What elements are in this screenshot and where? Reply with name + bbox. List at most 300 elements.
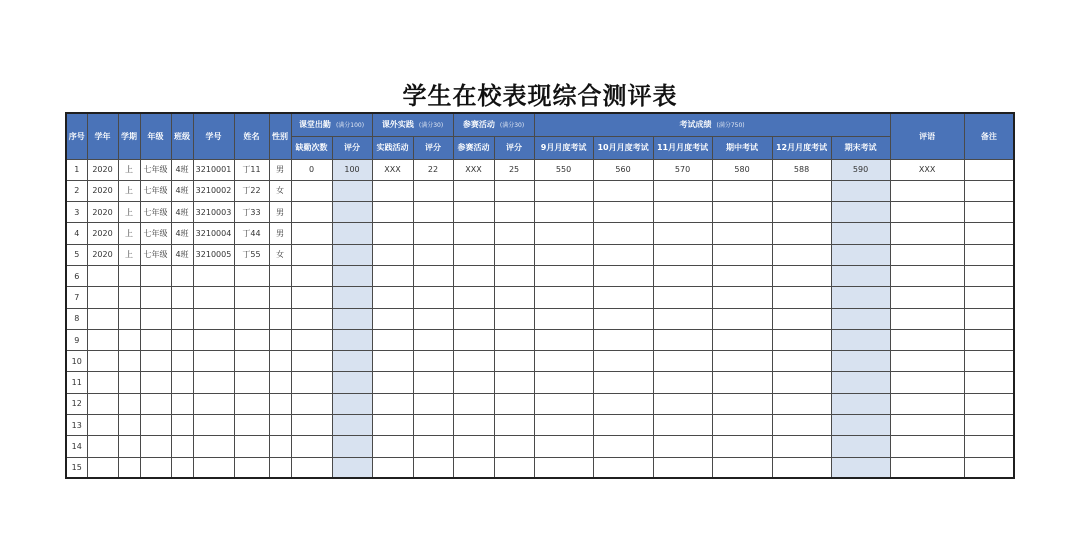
cell-remark[interactable]: [964, 372, 1014, 393]
cell-name[interactable]: [234, 308, 269, 329]
cell-class[interactable]: [171, 393, 193, 414]
cell-comp[interactable]: [453, 457, 494, 478]
cell-e2[interactable]: [593, 202, 653, 223]
cell-comp[interactable]: [453, 287, 494, 308]
cell-practice[interactable]: [372, 436, 413, 457]
cell-gender[interactable]: 女: [269, 180, 291, 201]
cell-att-score[interactable]: [332, 287, 372, 308]
cell-e4[interactable]: [712, 393, 772, 414]
cell-practice[interactable]: [372, 372, 413, 393]
cell-comment[interactable]: [890, 393, 964, 414]
cell-seq[interactable]: 11: [66, 372, 87, 393]
header-absent-count[interactable]: 缺勤次数: [291, 136, 332, 159]
cell-e1[interactable]: [534, 308, 593, 329]
cell-gender[interactable]: 男: [269, 202, 291, 223]
cell-e4[interactable]: [712, 244, 772, 265]
cell-year[interactable]: [87, 329, 118, 350]
cell-comp-score[interactable]: [494, 223, 534, 244]
cell-comment[interactable]: [890, 329, 964, 350]
cell-e2[interactable]: [593, 223, 653, 244]
cell-year[interactable]: [87, 372, 118, 393]
cell-e6[interactable]: [831, 457, 890, 478]
cell-e4[interactable]: [712, 180, 772, 201]
cell-year[interactable]: [87, 265, 118, 286]
cell-comp[interactable]: [453, 180, 494, 201]
cell-remark[interactable]: [964, 436, 1014, 457]
cell-year[interactable]: [87, 457, 118, 478]
cell-gender[interactable]: [269, 415, 291, 436]
cell-e5[interactable]: [772, 223, 831, 244]
cell-e5[interactable]: [772, 180, 831, 201]
cell-seq[interactable]: 14: [66, 436, 87, 457]
cell-practice-score[interactable]: [413, 393, 453, 414]
cell-e4[interactable]: [712, 351, 772, 372]
cell-absent[interactable]: [291, 393, 332, 414]
cell-seq[interactable]: 10: [66, 351, 87, 372]
cell-practice-score[interactable]: [413, 308, 453, 329]
cell-grade[interactable]: [140, 351, 171, 372]
cell-absent[interactable]: [291, 436, 332, 457]
cell-gender[interactable]: [269, 287, 291, 308]
cell-class[interactable]: [171, 308, 193, 329]
cell-comment[interactable]: [890, 436, 964, 457]
cell-gender[interactable]: [269, 351, 291, 372]
cell-year[interactable]: 2020: [87, 202, 118, 223]
cell-practice[interactable]: [372, 457, 413, 478]
cell-practice[interactable]: [372, 351, 413, 372]
cell-practice[interactable]: [372, 329, 413, 350]
cell-remark[interactable]: [964, 159, 1014, 180]
cell-comp-score[interactable]: [494, 244, 534, 265]
cell-absent[interactable]: [291, 351, 332, 372]
cell-absent[interactable]: [291, 329, 332, 350]
cell-term[interactable]: [118, 372, 140, 393]
header-exam-oct[interactable]: 10月月度考试: [593, 136, 653, 159]
cell-e6[interactable]: [831, 308, 890, 329]
cell-e1[interactable]: [534, 180, 593, 201]
cell-name[interactable]: 丁11: [234, 159, 269, 180]
cell-att-score[interactable]: [332, 180, 372, 201]
cell-e2[interactable]: [593, 351, 653, 372]
cell-grade[interactable]: [140, 287, 171, 308]
header-attendance-group[interactable]: [291, 113, 372, 136]
cell-absent[interactable]: [291, 244, 332, 265]
cell-grade[interactable]: [140, 415, 171, 436]
cell-e3[interactable]: [653, 457, 712, 478]
cell-practice[interactable]: [372, 287, 413, 308]
cell-e4[interactable]: [712, 436, 772, 457]
header-seq[interactable]: 序号: [66, 113, 87, 159]
cell-comp[interactable]: [453, 351, 494, 372]
cell-e3[interactable]: [653, 202, 712, 223]
cell-year[interactable]: 2020: [87, 159, 118, 180]
cell-comp-score[interactable]: [494, 415, 534, 436]
cell-absent[interactable]: [291, 308, 332, 329]
cell-e4[interactable]: 580: [712, 159, 772, 180]
cell-e4[interactable]: [712, 329, 772, 350]
cell-class[interactable]: 4班: [171, 180, 193, 201]
cell-e1[interactable]: [534, 415, 593, 436]
cell-comment[interactable]: [890, 265, 964, 286]
cell-e4[interactable]: [712, 265, 772, 286]
cell-e2[interactable]: 560: [593, 159, 653, 180]
header-exam-group[interactable]: [534, 113, 890, 136]
cell-remark[interactable]: [964, 265, 1014, 286]
cell-id[interactable]: [193, 351, 234, 372]
cell-att-score[interactable]: [332, 265, 372, 286]
cell-e6[interactable]: [831, 329, 890, 350]
cell-id[interactable]: 3210004: [193, 223, 234, 244]
cell-e1[interactable]: [534, 244, 593, 265]
cell-e4[interactable]: [712, 287, 772, 308]
cell-att-score[interactable]: [332, 223, 372, 244]
cell-practice[interactable]: [372, 265, 413, 286]
cell-remark[interactable]: [964, 223, 1014, 244]
cell-id[interactable]: [193, 457, 234, 478]
header-exam-sep[interactable]: 9月月度考试: [534, 136, 593, 159]
cell-year[interactable]: [87, 308, 118, 329]
cell-remark[interactable]: [964, 457, 1014, 478]
cell-e6[interactable]: [831, 415, 890, 436]
cell-e5[interactable]: [772, 265, 831, 286]
cell-class[interactable]: 4班: [171, 223, 193, 244]
cell-name[interactable]: 丁22: [234, 180, 269, 201]
header-practice-activity[interactable]: 实践活动: [372, 136, 413, 159]
cell-gender[interactable]: [269, 308, 291, 329]
cell-comp[interactable]: [453, 265, 494, 286]
cell-comp[interactable]: [453, 329, 494, 350]
cell-name[interactable]: [234, 265, 269, 286]
cell-absent[interactable]: [291, 223, 332, 244]
cell-e6[interactable]: [831, 244, 890, 265]
cell-term[interactable]: [118, 308, 140, 329]
cell-id[interactable]: [193, 308, 234, 329]
cell-e3[interactable]: [653, 415, 712, 436]
cell-e1[interactable]: [534, 393, 593, 414]
cell-e2[interactable]: [593, 415, 653, 436]
cell-e2[interactable]: [593, 308, 653, 329]
cell-absent[interactable]: [291, 415, 332, 436]
cell-year[interactable]: [87, 393, 118, 414]
cell-remark[interactable]: [964, 244, 1014, 265]
cell-e6[interactable]: [831, 265, 890, 286]
cell-gender[interactable]: [269, 436, 291, 457]
cell-class[interactable]: 4班: [171, 244, 193, 265]
cell-practice-score[interactable]: [413, 457, 453, 478]
cell-grade[interactable]: [140, 329, 171, 350]
header-remark[interactable]: 备注: [964, 113, 1014, 159]
cell-name[interactable]: [234, 287, 269, 308]
cell-grade[interactable]: [140, 457, 171, 478]
cell-year[interactable]: 2020: [87, 244, 118, 265]
cell-comp[interactable]: [453, 202, 494, 223]
cell-comp-score[interactable]: [494, 265, 534, 286]
header-exam-dec[interactable]: 12月月度考试: [772, 136, 831, 159]
cell-name[interactable]: [234, 457, 269, 478]
cell-practice-score[interactable]: [413, 287, 453, 308]
cell-e3[interactable]: [653, 393, 712, 414]
cell-comment[interactable]: [890, 351, 964, 372]
cell-e5[interactable]: [772, 329, 831, 350]
cell-comp-score[interactable]: [494, 436, 534, 457]
cell-e4[interactable]: [712, 457, 772, 478]
cell-e4[interactable]: [712, 308, 772, 329]
cell-e1[interactable]: [534, 329, 593, 350]
cell-att-score[interactable]: [332, 244, 372, 265]
cell-seq[interactable]: 3: [66, 202, 87, 223]
cell-id[interactable]: [193, 287, 234, 308]
cell-gender[interactable]: [269, 265, 291, 286]
cell-grade[interactable]: 七年级: [140, 244, 171, 265]
cell-e3[interactable]: [653, 287, 712, 308]
cell-class[interactable]: [171, 457, 193, 478]
cell-comp-score[interactable]: [494, 372, 534, 393]
cell-practice[interactable]: XXX: [372, 159, 413, 180]
cell-seq[interactable]: 9: [66, 329, 87, 350]
cell-practice-score[interactable]: [413, 180, 453, 201]
cell-seq[interactable]: 12: [66, 393, 87, 414]
cell-comment[interactable]: [890, 308, 964, 329]
cell-seq[interactable]: 13: [66, 415, 87, 436]
header-competition-group[interactable]: [453, 113, 534, 136]
cell-e3[interactable]: [653, 223, 712, 244]
cell-e1[interactable]: [534, 457, 593, 478]
cell-e3[interactable]: [653, 372, 712, 393]
cell-remark[interactable]: [964, 351, 1014, 372]
cell-att-score[interactable]: 100: [332, 159, 372, 180]
header-year[interactable]: 学年: [87, 113, 118, 159]
cell-name[interactable]: [234, 372, 269, 393]
cell-e6[interactable]: 590: [831, 159, 890, 180]
cell-gender[interactable]: 男: [269, 223, 291, 244]
cell-comment[interactable]: [890, 244, 964, 265]
cell-e6[interactable]: [831, 287, 890, 308]
cell-term[interactable]: 上: [118, 159, 140, 180]
cell-practice[interactable]: [372, 415, 413, 436]
cell-comp-score[interactable]: [494, 202, 534, 223]
cell-name[interactable]: [234, 415, 269, 436]
cell-gender[interactable]: 男: [269, 159, 291, 180]
cell-remark[interactable]: [964, 180, 1014, 201]
cell-id[interactable]: [193, 329, 234, 350]
cell-e6[interactable]: [831, 202, 890, 223]
cell-e5[interactable]: [772, 372, 831, 393]
cell-absent[interactable]: [291, 202, 332, 223]
cell-e2[interactable]: [593, 265, 653, 286]
header-grade[interactable]: 年级: [140, 113, 171, 159]
cell-year[interactable]: [87, 287, 118, 308]
cell-practice-score[interactable]: [413, 372, 453, 393]
cell-e3[interactable]: [653, 351, 712, 372]
cell-practice-score[interactable]: [413, 436, 453, 457]
cell-year[interactable]: 2020: [87, 180, 118, 201]
cell-e3[interactable]: [653, 265, 712, 286]
cell-e5[interactable]: [772, 415, 831, 436]
header-exam-nov[interactable]: 11月月度考试: [653, 136, 712, 159]
cell-remark[interactable]: [964, 308, 1014, 329]
cell-att-score[interactable]: [332, 415, 372, 436]
cell-grade[interactable]: [140, 372, 171, 393]
cell-att-score[interactable]: [332, 436, 372, 457]
cell-gender[interactable]: 女: [269, 244, 291, 265]
cell-e4[interactable]: [712, 372, 772, 393]
cell-e6[interactable]: [831, 372, 890, 393]
cell-e5[interactable]: [772, 351, 831, 372]
cell-e6[interactable]: [831, 436, 890, 457]
cell-comp[interactable]: [453, 308, 494, 329]
cell-e1[interactable]: [534, 372, 593, 393]
cell-practice[interactable]: [372, 393, 413, 414]
cell-absent[interactable]: [291, 372, 332, 393]
cell-year[interactable]: 2020: [87, 223, 118, 244]
cell-class[interactable]: [171, 265, 193, 286]
cell-e6[interactable]: [831, 393, 890, 414]
header-exam-midterm[interactable]: 期中考试: [712, 136, 772, 159]
cell-grade[interactable]: [140, 265, 171, 286]
cell-comp-score[interactable]: [494, 287, 534, 308]
cell-comp[interactable]: [453, 223, 494, 244]
cell-e1[interactable]: [534, 351, 593, 372]
cell-class[interactable]: [171, 372, 193, 393]
cell-class[interactable]: [171, 351, 193, 372]
cell-absent[interactable]: [291, 287, 332, 308]
cell-comp-score[interactable]: [494, 393, 534, 414]
cell-e6[interactable]: [831, 223, 890, 244]
cell-class[interactable]: [171, 329, 193, 350]
cell-id[interactable]: [193, 393, 234, 414]
cell-seq[interactable]: 4: [66, 223, 87, 244]
header-gender[interactable]: 性别: [269, 113, 291, 159]
cell-e2[interactable]: [593, 329, 653, 350]
cell-seq[interactable]: 7: [66, 287, 87, 308]
cell-id[interactable]: 3210005: [193, 244, 234, 265]
cell-remark[interactable]: [964, 329, 1014, 350]
cell-e2[interactable]: [593, 244, 653, 265]
cell-name[interactable]: 丁55: [234, 244, 269, 265]
header-term[interactable]: 学期: [118, 113, 140, 159]
cell-practice[interactable]: [372, 223, 413, 244]
header-competition-activity[interactable]: 参赛活动: [453, 136, 494, 159]
cell-absent[interactable]: [291, 457, 332, 478]
cell-remark[interactable]: [964, 287, 1014, 308]
cell-grade[interactable]: [140, 308, 171, 329]
cell-e1[interactable]: 550: [534, 159, 593, 180]
cell-term[interactable]: [118, 436, 140, 457]
cell-comp[interactable]: [453, 244, 494, 265]
cell-e5[interactable]: [772, 202, 831, 223]
cell-e2[interactable]: [593, 180, 653, 201]
cell-name[interactable]: [234, 329, 269, 350]
cell-term[interactable]: [118, 415, 140, 436]
cell-e6[interactable]: [831, 180, 890, 201]
cell-comp[interactable]: [453, 393, 494, 414]
cell-seq[interactable]: 6: [66, 265, 87, 286]
cell-e5[interactable]: [772, 244, 831, 265]
cell-practice-score[interactable]: 22: [413, 159, 453, 180]
cell-comp-score[interactable]: [494, 180, 534, 201]
cell-e6[interactable]: [831, 351, 890, 372]
cell-year[interactable]: [87, 351, 118, 372]
cell-term[interactable]: [118, 265, 140, 286]
cell-name[interactable]: 丁44: [234, 223, 269, 244]
cell-e3[interactable]: [653, 436, 712, 457]
cell-e2[interactable]: [593, 287, 653, 308]
cell-practice-score[interactable]: [413, 202, 453, 223]
cell-comment[interactable]: [890, 287, 964, 308]
cell-comment[interactable]: [890, 202, 964, 223]
cell-practice-score[interactable]: [413, 265, 453, 286]
cell-e1[interactable]: [534, 202, 593, 223]
cell-class[interactable]: [171, 415, 193, 436]
cell-term[interactable]: 上: [118, 223, 140, 244]
cell-grade[interactable]: 七年级: [140, 180, 171, 201]
header-student-id[interactable]: 学号: [193, 113, 234, 159]
cell-seq[interactable]: 5: [66, 244, 87, 265]
cell-class[interactable]: 4班: [171, 159, 193, 180]
cell-seq[interactable]: 1: [66, 159, 87, 180]
cell-term[interactable]: [118, 287, 140, 308]
cell-id[interactable]: [193, 415, 234, 436]
cell-id[interactable]: 3210001: [193, 159, 234, 180]
cell-id[interactable]: [193, 265, 234, 286]
cell-comp-score[interactable]: 25: [494, 159, 534, 180]
cell-term[interactable]: [118, 351, 140, 372]
header-attendance-score[interactable]: 评分: [332, 136, 372, 159]
cell-comp-score[interactable]: [494, 308, 534, 329]
cell-name[interactable]: [234, 436, 269, 457]
cell-year[interactable]: [87, 436, 118, 457]
cell-term[interactable]: [118, 457, 140, 478]
cell-e2[interactable]: [593, 436, 653, 457]
cell-att-score[interactable]: [332, 393, 372, 414]
cell-e5[interactable]: [772, 393, 831, 414]
cell-e5[interactable]: [772, 436, 831, 457]
cell-comp-score[interactable]: [494, 351, 534, 372]
cell-comment[interactable]: [890, 223, 964, 244]
cell-gender[interactable]: [269, 457, 291, 478]
cell-practice-score[interactable]: [413, 329, 453, 350]
cell-comp-score[interactable]: [494, 329, 534, 350]
cell-id[interactable]: 3210003: [193, 202, 234, 223]
cell-grade[interactable]: 七年级: [140, 202, 171, 223]
cell-att-score[interactable]: [332, 308, 372, 329]
cell-comp[interactable]: XXX: [453, 159, 494, 180]
cell-practice[interactable]: [372, 308, 413, 329]
cell-comment[interactable]: [890, 180, 964, 201]
cell-e1[interactable]: [534, 265, 593, 286]
cell-practice-score[interactable]: [413, 244, 453, 265]
header-class[interactable]: 班级: [171, 113, 193, 159]
cell-practice-score[interactable]: [413, 351, 453, 372]
cell-id[interactable]: [193, 436, 234, 457]
cell-term[interactable]: 上: [118, 202, 140, 223]
cell-e3[interactable]: [653, 308, 712, 329]
cell-class[interactable]: [171, 436, 193, 457]
cell-absent[interactable]: 0: [291, 159, 332, 180]
cell-name[interactable]: [234, 351, 269, 372]
cell-name[interactable]: 丁33: [234, 202, 269, 223]
cell-e4[interactable]: [712, 415, 772, 436]
cell-term[interactable]: [118, 329, 140, 350]
cell-remark[interactable]: [964, 393, 1014, 414]
cell-grade[interactable]: 七年级: [140, 223, 171, 244]
cell-practice-score[interactable]: [413, 415, 453, 436]
cell-e5[interactable]: 588: [772, 159, 831, 180]
cell-e1[interactable]: [534, 436, 593, 457]
header-name[interactable]: 姓名: [234, 113, 269, 159]
header-comment[interactable]: 评语: [890, 113, 964, 159]
cell-absent[interactable]: [291, 265, 332, 286]
